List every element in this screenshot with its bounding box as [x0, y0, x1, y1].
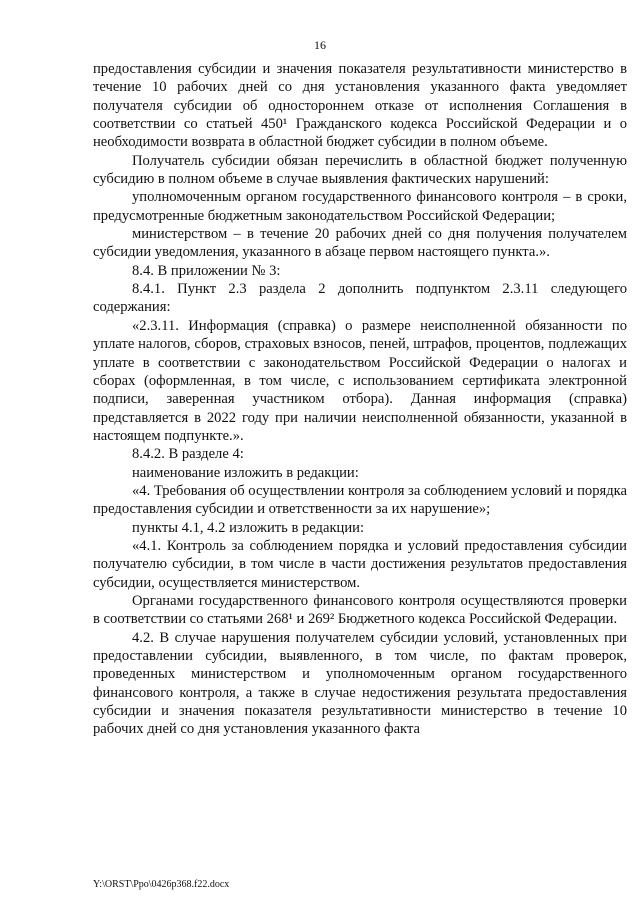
paragraph-2: Получатель субсидии обязан перечислить в областной бюджет полученную субсидию в полном объеме в случае выявления фактических нарушений: — [93, 152, 627, 188]
paragraph-12: «4.1. Контроль за соблюдением порядка и условий предоставления субсидии получателю субсидии, в том числе в части достижения результатов предоставления субсидии, осуществляется министерством. — [93, 537, 627, 591]
document-body — [93, 60, 627, 739]
footer-file-path: Y:\ORST\Ppo\0426p368.f22.docx — [93, 879, 230, 890]
paragraph-8: 8.4.2. В разделе 4: — [132, 446, 244, 463]
paragraph-3: уполномоченным органом государственного финансового контроля – в сроки, предусмотренные бюджетным законодательством Российской Федерации; — [93, 189, 627, 224]
paragraph-7: «2.3.11. Информация (справка) о размере неисполненной обязанности по уплате налогов, сборов, страховых взносов, пеней, штрафов, процентов, подлежащих уплате в соответствии с законодательством Российской Федерации о налогах и сборах (оформленная, в том числе, с использованием сертификата электронной подписи, заверенная участником отбора). Данная информация (справка) представляется в 2022 году при наличии неисполненной обязанности, указанной в настоящем подпункте.». — [93, 317, 627, 444]
paragraph-4: министерством – в течение 20 рабочих дней со дня получения получателем субсидии уведомления, указанного в абзаце первом настоящего пункта.». — [93, 226, 627, 261]
paragraph-10: «4. Требования об осуществлении контроля за соблюдением условий и порядка предоставления субсидии и ответственности за их нарушение»; — [93, 482, 627, 518]
paragraph-1: предоставления субсидии и значения показателя результативности министерство в течение 10 рабочих дней со дня установления указанного факта уведомляет получателя субсидии об одностороннем отказе от исполнения Соглашения в соответствии со статьей 450¹ Гражданского кодекса Российской Федерации и о необходимости возврата в областной бюджет субсидии в полном объеме. — [93, 61, 627, 151]
paragraph-13: Органами государственного финансового контроля осуществляются проверки в соответствии со статьями 268¹ и 269² Бюджетного кодекса Российской Федерации. — [93, 592, 627, 628]
page-number: 16 — [314, 38, 326, 52]
paragraph-11: пункты 4.1, 4.2 изложить в редакции: — [132, 519, 365, 536]
paragraph-9: наименование изложить в редакции: — [132, 464, 359, 481]
paragraph-14: 4.2. В случае нарушения получателем субсидии условий, установленных при предоставлении субсидии, выявленного, в том числе, по фактам проверок, проведенных министерством и уполномоченным органом государственного финансового контроля, а также в случае недостижения результата предоставления субсидии и значения показателя результативности министерство в течение 10 рабочих дней со дня установления указанного факта — [93, 629, 627, 738]
paragraph-6: 8.4.1. Пункт 2.3 раздела 2 дополнить подпунктом 2.3.11 следующего содержания: — [93, 281, 627, 316]
paragraph-5: 8.4. В приложении № 3: — [132, 262, 281, 279]
